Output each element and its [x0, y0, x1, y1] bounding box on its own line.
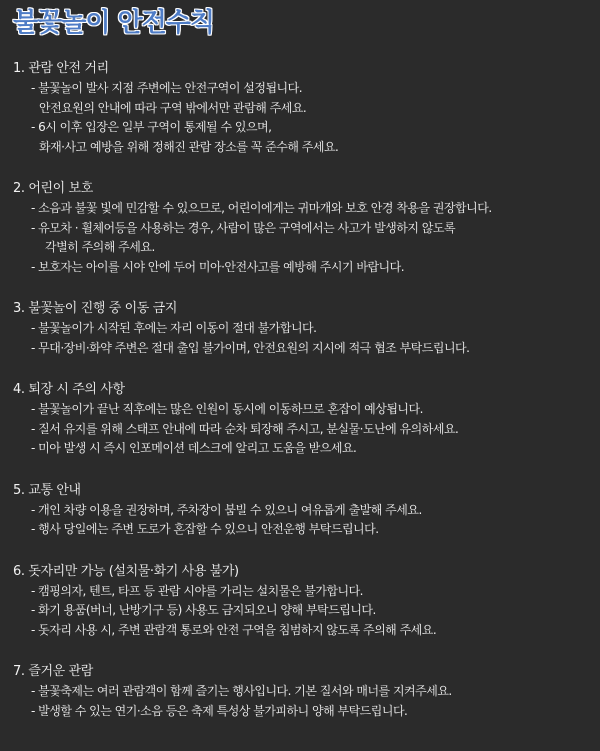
- rule-line: - 발생할 수 있는 연기·소음 등은 축제 특성상 불가피하니 양해 부탁드립니다.: [31, 703, 408, 718]
- page-title: 불꽃놀이 안전수칙: [13, 8, 214, 38]
- rule-line: 각별히 주의해 주세요.: [45, 240, 155, 254]
- rule-line: - 개인 차량 이용을 권장하며, 주차장이 붐빌 수 있으니 여유롭게 출발해 주세요.: [31, 502, 422, 517]
- rule-item: [13, 339, 591, 359]
- rule-line: - 무대·장비·화약 주변은 절대 출입 불가이며, 안전요원의 지시에 적극 협조 부탁드립니다.: [31, 340, 470, 355]
- rule-item: [13, 199, 591, 219]
- rule-line: - 불꽃놀이 발사 지점 주변에는 안전구역이 설정됩니다.: [31, 81, 303, 95]
- section-traffic-info: [13, 481, 591, 540]
- rule-item: [13, 621, 591, 641]
- rule-line: - 질서 유지를 위해 스태프 안내에 따라 순차 퇴장해 주시고, 분실물·도난에 유의하세요.: [31, 421, 459, 436]
- rule-line: - 6시 이후 입장은 일부 구역이 통제될 수 있으며,: [31, 120, 272, 134]
- section-heading: 5. 교통 안내: [13, 482, 81, 498]
- rule-item: [13, 219, 591, 258]
- rule-item: [13, 258, 591, 278]
- rules-list: [13, 59, 591, 743]
- section-viewing-distance: [13, 59, 591, 157]
- section-heading: 7. 즐거운 관람: [13, 664, 93, 679]
- section-heading: 6. 돗자리만 가능 (설치물·화기 사용 불가): [13, 563, 239, 579]
- rule-item: [13, 702, 591, 722]
- rule-line: - 불꽃놀이가 시작된 후에는 자리 이동이 절대 불가합니다.: [31, 321, 317, 335]
- rule-item: [13, 79, 591, 118]
- section-mat-only: [13, 562, 591, 641]
- rule-line: - 소음과 불꽃 빛에 민감할 수 있으므로, 어린이에게는 귀마개와 보호 안경 착용을 권장합니다.: [31, 201, 492, 215]
- rule-line: - 돗자리 사용 시, 주변 관람객 통로와 안전 구역을 침범하지 않도록 주의해 주세요.: [31, 622, 437, 637]
- rule-line: - 보호자는 아이를 시야 안에 두어 미아·안전사고를 예방해 주시기 바랍니다.: [31, 259, 405, 274]
- rule-line: - 미아 발생 시 즉시 인포메이션 데스크에 알리고 도움을 받으세요.: [31, 441, 357, 455]
- section-heading: 2. 어린이 보호: [13, 181, 93, 196]
- rule-line: 화재·사고 예방을 위해 정해진 관람 장소를 꼭 준수해 주세요.: [39, 139, 339, 154]
- rule-item: [13, 319, 591, 339]
- rule-item: [13, 400, 591, 420]
- section-no-moving: [13, 299, 591, 358]
- rule-item: [13, 420, 591, 440]
- rule-line: 안전요원의 안내에 따라 구역 밖에서만 관람해 주세요.: [39, 100, 307, 115]
- rule-line: - 불꽃축제는 여러 관람객이 함께 즐기는 행사입니다. 기본 질서와 매너를 지켜주세요.: [31, 684, 452, 698]
- rule-line: - 캠핑의자, 텐트, 타프 등 관람 시야를 가리는 설치물은 불가합니다.: [31, 583, 363, 598]
- rule-line: - 불꽃놀이가 끝난 직후에는 많은 인원이 동시에 이동하므로 혼잡이 예상됩니다.: [31, 402, 423, 416]
- section-exit-caution: [13, 380, 591, 459]
- rule-line: - 유모차 · 휠체어등을 사용하는 경우, 사람이 많은 구역에서는 사고가 발생하지 않도록: [31, 220, 456, 235]
- rule-line: - 화기 용품(버너, 난방기구 등) 사용도 금지되오니 양해 부탁드립니다.: [31, 603, 376, 617]
- section-heading: 1. 관람 안전 거리: [13, 61, 109, 76]
- section-enjoy-viewing: [13, 662, 591, 721]
- rule-item: [13, 118, 591, 157]
- rule-line: - 행사 당일에는 주변 도로가 혼잡할 수 있으니 안전운행 부탁드립니다.: [31, 522, 379, 536]
- section-child-protection: [13, 179, 591, 277]
- section-heading: 3. 불꽃놀이 진행 중 이동 금지: [13, 301, 178, 316]
- rule-item: [13, 682, 591, 702]
- section-heading: 4. 퇴장 시 주의 사항: [13, 382, 125, 397]
- rule-item: [13, 520, 591, 540]
- rule-item: [13, 601, 591, 621]
- rule-item: [13, 582, 591, 602]
- rule-item: [13, 501, 591, 521]
- rule-item: [13, 439, 591, 459]
